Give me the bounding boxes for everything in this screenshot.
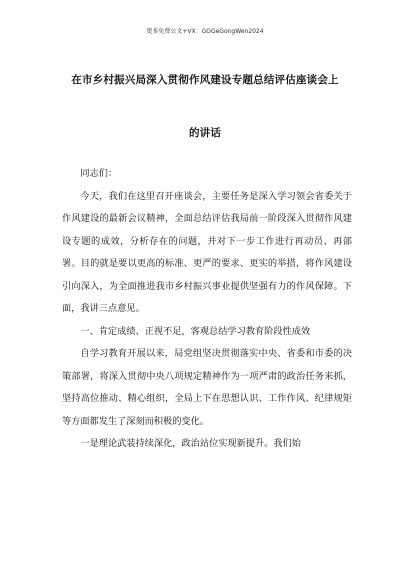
section-heading-1: 一、肯定成绩、正视不足，客观总结学习教育阶段性成效 <box>80 325 311 337</box>
page-header-watermark: 更多免费公文+VX：GGGeGongWen2024 <box>146 28 264 35</box>
salutation: 同志们： <box>80 168 118 179</box>
document-title-line-1: 在市乡村振兴局深入贯彻作风建设专题总结评估座谈会上 <box>71 74 339 86</box>
section-paragraph: 自学习教育开展以来，局党组坚决贯彻落实中央、省委和市委的决策部署，将深入贯彻中央八项规定精神作为一项严肃的政治任务来抓，坚持高位推动、精心组织，全局上下在思想认识、工作作风、纪律规矩等方面都发生了深刻而积极的变化。 <box>62 348 352 427</box>
point-paragraph: 一是理论武装持续深化，政治站位实现新提升。我们始 <box>80 438 301 449</box>
document-body <box>62 163 352 456</box>
document-title-line-2: 的讲话 <box>188 127 222 139</box>
intro-paragraph: 今天，我们在这里召开座谈会，主要任务是深入学习领会省委关于作风建设的最新会议精神，全面总结评估我局前一阶段深入贯彻作风建设专题的成效，分析存在的问题，并对下一步工作进行再动员、再部署。目的就是要以更高的标准、更严的要求、更实的举措，将作风建设引向深入，为全面推进我市乡村振兴事业提供坚强有力的作风保障。下面，我讲三点意见。 <box>62 190 352 314</box>
